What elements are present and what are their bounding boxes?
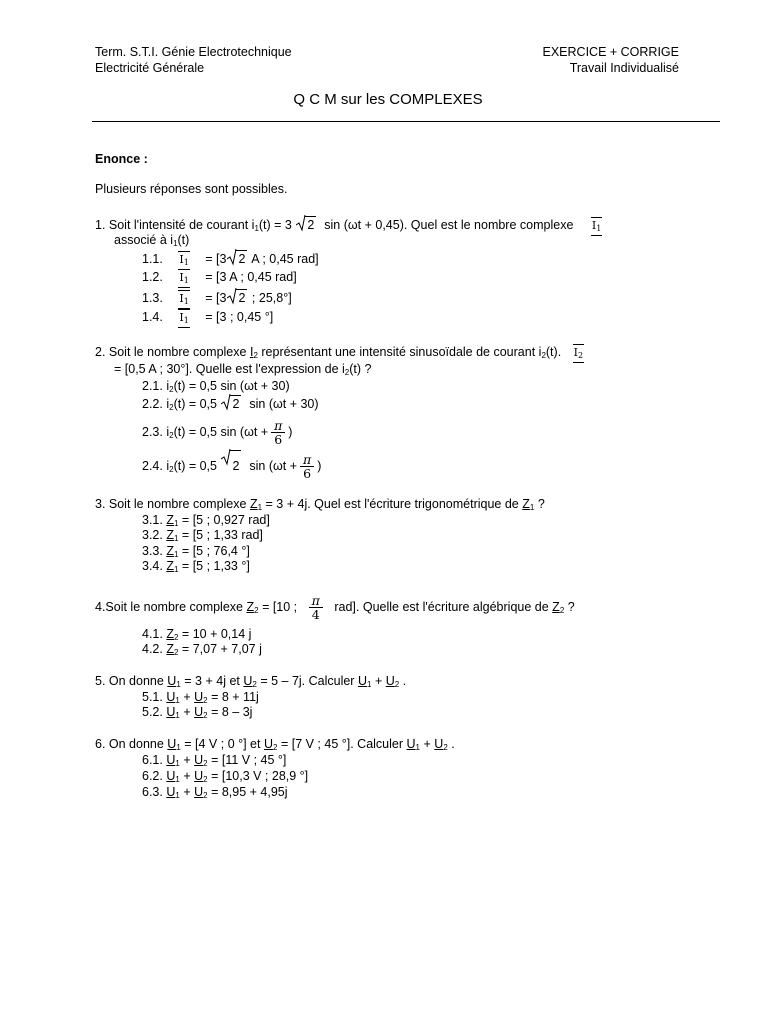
question-4-text: 4.Soit le nombre complexe $Z_2 = [10$ ; $\frac{\pi}{4}$ rad]. Quelle est l'écriture algébrique de $Z_2$ ? xyxy=(95,593,575,623)
enonce-heading: Enonce : xyxy=(95,152,148,166)
option-3-3: 3.3. $Z_1 = [5$ ; 76,4 °] xyxy=(142,544,250,559)
question-2-text: 2. Soit le nombre complexe $I_2$ représentant une intensité sinusoïdale de courant $i_2(t)$. $I_2$ xyxy=(95,344,586,361)
question-6-text: 6. On donne $U_1 = [4$ V ; 0 °] et $U_2 = [7$ V ; 45 °]. Calculer $U_1 + U_2$ . xyxy=(95,737,455,752)
option-5-1: 5.1. $U_1 + U_2 = 8 + 11j$ xyxy=(142,690,259,705)
fraction-pi-over-6: $\frac{\pi}{6}$ xyxy=(271,419,285,446)
sqrt-symbol: 2 xyxy=(296,216,316,233)
option-6-1: 6.1. $U_1 + U_2 = [11$ V ; 45 °] xyxy=(142,753,287,768)
fraction-pi-over-4: $\frac{\pi}{4}$ xyxy=(309,594,323,621)
option-2-1: 2.1. $i_2(t) = 0,5$ sin (ωt + 30) xyxy=(142,379,290,394)
header-work-type: Travail Individualisé xyxy=(569,61,679,75)
option-2-2: 2.2. $i_2(t) = 0,5$ 2 sin (ωt + 30) xyxy=(142,395,319,412)
header-subject: Electricité Générale xyxy=(95,61,205,75)
option-6-2: 6.2. $U_1 + U_2 = [10,3$ V ; 28,9 °] xyxy=(142,769,309,784)
question-1-text: 1. Soit l'intensité de courant $i_1(t) = 3$ 2 sin (ωt + 0,45). Quel est le nombre complexe $I_1$ xyxy=(95,216,604,234)
option-1-3: 1.3. $I_1 = [3$ 2 ; 25,8°] xyxy=(142,289,292,307)
page-title: Q C M sur les COMPLEXES xyxy=(293,91,483,108)
option-2-3: 2.3. $i_2(t) = 0,5$ sin (ωt + $\frac{\pi}{6}$ ) xyxy=(142,418,293,448)
question-1-text-cont: associé à $i_1(t)$ xyxy=(114,233,190,248)
option-4-1: 4.1. $Z_2 = 10 + 0,14$ j xyxy=(142,627,252,642)
option-4-2: 4.2. $Z_2 = 7,07 + 7,07$ j xyxy=(142,642,262,657)
option-5-2: 5.2. $U_1 + U_2 = 8 - 3j$ xyxy=(142,705,253,720)
option-2-4: 2.4. $i_2(t) = 0,5$ 2 sin (ωt + $\frac{\pi}{6}$ ) xyxy=(142,450,321,481)
option-3-1: 3.1. $Z_1 = [5$ ; 0,927 rad] xyxy=(142,513,270,528)
phasor-i2-symbol: $I_2$ xyxy=(571,345,586,361)
option-3-4: 3.4. $Z_1 = [5$ ; 1,33 °] xyxy=(142,559,250,574)
header-divider xyxy=(92,121,720,122)
option-3-2: 3.2. $Z_1 = [5$ ; 1,33 rad] xyxy=(142,528,263,543)
option-1-2: 1.2. $I_1 = [3$ A ; 0,45 rad] xyxy=(142,270,297,285)
header-course: Term. S.T.I. Génie Electrotechnique xyxy=(95,45,292,59)
fraction-pi-over-6: $\frac{\pi}{6}$ xyxy=(300,453,314,480)
phasor-i1-symbol: $I_1$ xyxy=(589,218,604,234)
question-2-text-cont: = [0,5 A ; 30°]. Quelle est l'expression de $i_2(t)$ ? xyxy=(114,362,372,377)
option-6-3: 6.3. $U_1 + U_2 = 8,95 + 4,95j$ xyxy=(142,785,288,800)
option-1-1: 1.1. $I_1 = [3$ 2 A ; 0,45 rad] xyxy=(142,250,319,268)
instruction-text: Plusieurs réponses sont possibles. xyxy=(95,182,288,196)
option-1-4: 1.4. $I_1 = [3$ ; 0,45 °] xyxy=(142,310,274,325)
question-5-text: 5. On donne $U_1 = 3 + 4j$ et $U_2 = 5 - 7j$. Calculer $U_1 + U_2$ . xyxy=(95,674,407,689)
question-3-text: 3. Soit le nombre complexe $Z_1 = 3 + 4j$. Quel est l'écriture trigonométrique de $Z_1$ ? xyxy=(95,497,545,512)
header-exercise-type: EXERCICE + CORRIGE xyxy=(542,45,679,59)
